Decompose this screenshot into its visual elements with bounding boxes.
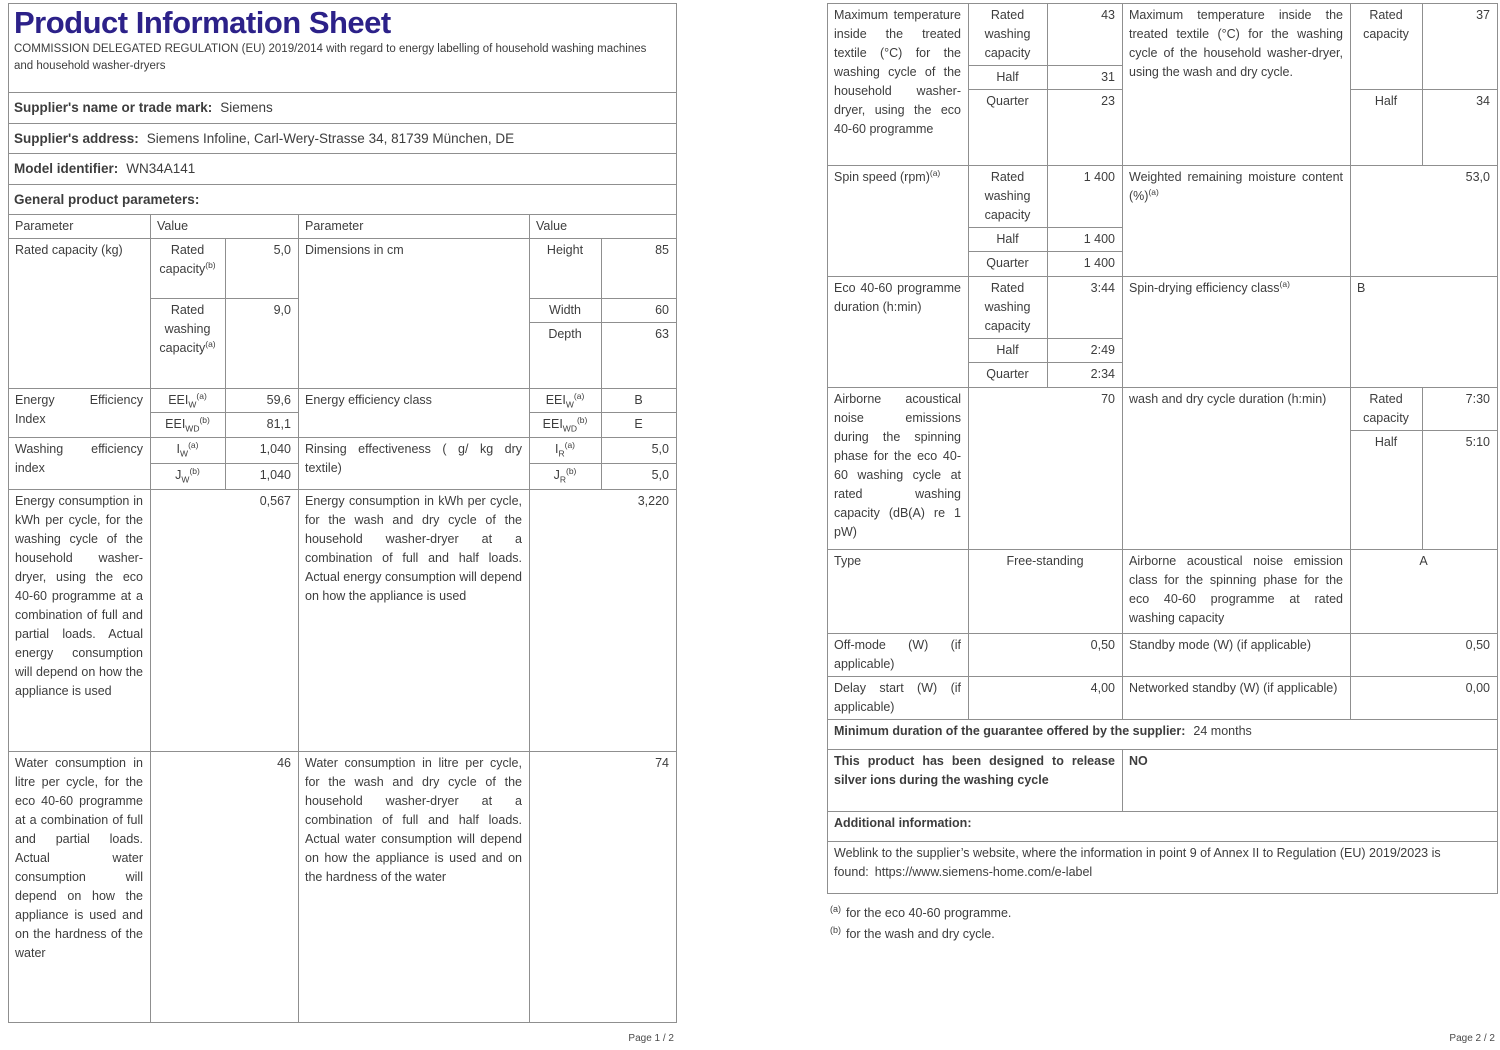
regulation-subtitle: COMMISSION DELEGATED REGULATION (EU) 2019/2014 with regard to energy labelling of household washing machines and household washer-dryers — [14, 43, 647, 72]
footnote-a-marker: (a) — [830, 903, 841, 914]
max-temp-eco-half-label: Half — [969, 66, 1048, 90]
product-info-table-page1 — [8, 3, 677, 1023]
supplier-weblink[interactable]: https://www.siemens-home.com/e-label — [874, 865, 1093, 879]
silver-ions-value: NO — [1123, 750, 1498, 812]
param-water-consumption-washdry: Water consumption in litre per cycle, for the wash and dry cycle of the household washer-dryer at a combination of full and half loads. Actual water consumption will depend on how the appliance is used and on the hardness of the water — [299, 752, 530, 1023]
eco-duration-half-label: Half — [969, 339, 1048, 363]
washdry-duration-rated-label: Rated capacity — [1351, 388, 1423, 431]
footnote-ref-a: (a) — [1148, 186, 1159, 197]
eco-duration-quarter-label: Quarter — [969, 363, 1048, 388]
param-washing-efficiency-index: Washing efficiency index — [9, 438, 151, 490]
supplier-address-label: Supplier's address: — [14, 131, 139, 146]
water-consumption-washdry-value: 74 — [530, 752, 677, 1023]
rinsing-ir-label: $I_R^{(a)}$ — [530, 438, 602, 464]
param-off-mode: Off-mode (W) (if applicable) — [828, 634, 969, 677]
footnote-ref-b: (b) — [205, 259, 216, 270]
param-max-temp-washdry: Maximum temperature inside the treated textile (°C) for the washing cycle of the household washer-dryer, using the wash and dry cycle. — [1123, 4, 1351, 166]
page-title: Product Information Sheet — [14, 5, 391, 40]
eei-class-w-label: $EEI_W^{(a)}$ — [530, 389, 602, 413]
param-energy-consumption-wash: Energy consumption in kWh per cycle, for the washing cycle of the household washer-dryer, using the eco 40-60 programme at a combination of full and partial loads. Actual energy consumption will depend on how the appliance is used — [9, 490, 151, 752]
param-water-consumption-wash: Water consumption in litre per cycle, for the eco 40-60 programme at a combination of full and partial loads. Actual water consumption will depend on how the appliance is used and on the hardness of the water — [9, 752, 151, 1023]
param-spin-drying-class: Spin-drying efficiency class$^{(a)}$ — [1123, 277, 1351, 388]
eei-wd-value: 81,1 — [226, 413, 299, 438]
model-identifier-value: WN34A141 — [126, 161, 196, 176]
standby-mode-value: 0,50 — [1351, 634, 1498, 677]
param-washdry-duration: wash and dry cycle duration (h:min) — [1123, 388, 1351, 550]
width-value: 60 — [602, 299, 677, 323]
weblink-text: Weblink to the supplier’s website, where the information in point 9 of Annex II to Regulation (EU) 2019/2023 is found: — [834, 846, 1441, 879]
supplier-name-value: Siemens — [220, 100, 273, 115]
product-info-table-page2 — [827, 3, 1498, 894]
param-energy-efficiency-class: Energy efficiency class — [299, 389, 530, 438]
washing-index-iw-value: 1,040 — [226, 438, 299, 464]
footnotes — [827, 903, 1497, 945]
eco-duration-rated-value: 3:44 — [1048, 277, 1123, 339]
eei-class-wd-label: $EEI_{WD}^{(b)}$ — [530, 413, 602, 438]
max-temp-eco-quarter-label: Quarter — [969, 90, 1048, 166]
param-rated-capacity: Rated capacity (kg) — [9, 239, 151, 389]
washing-index-jw-value: 1,040 — [226, 464, 299, 490]
spin-speed-quarter-label: Quarter — [969, 252, 1048, 277]
rated-capacity-label: Rated capacity$^{(b)}$ — [151, 239, 226, 299]
rated-capacity-value: 5,0 — [226, 239, 299, 299]
supplier-name-label: Supplier's name or trade mark: — [14, 100, 213, 115]
page-number-1: Page 1 / 2 — [628, 1033, 674, 1044]
weblink-row — [828, 842, 1498, 894]
model-identifier-row — [9, 154, 677, 185]
washdry-duration-half-label: Half — [1351, 431, 1423, 550]
additional-information-heading: Additional information: — [828, 812, 1498, 842]
acoustic-noise-value: 70 — [969, 388, 1123, 550]
page-2 — [827, 3, 1497, 1050]
header-value-right: Value — [530, 215, 677, 239]
footnote-b — [830, 924, 1497, 945]
general-parameters-heading: General product parameters: — [9, 185, 677, 215]
supplier-address-row — [9, 124, 677, 154]
eco-duration-rated-label: Rated washing capacity — [969, 277, 1048, 339]
height-label: Height — [530, 239, 602, 299]
depth-value: 63 — [602, 323, 677, 389]
supplier-address-value: Siemens Infoline, Carl-Wery-Strasse 34, 81739 München, DE — [146, 131, 515, 146]
header-parameter-right: Parameter — [299, 215, 530, 239]
networked-standby-value: 0,00 — [1351, 677, 1498, 720]
rated-washing-capacity-value: 9,0 — [226, 299, 299, 389]
eco-duration-quarter-value: 2:34 — [1048, 363, 1123, 388]
footnote-ref-a: (a) — [205, 338, 216, 349]
eei-class-wd-value: E — [602, 413, 677, 438]
guarantee-value: 24 months — [1193, 724, 1252, 738]
max-temp-washdry-half-label: Half — [1351, 90, 1423, 166]
header-parameter-left: Parameter — [9, 215, 151, 239]
param-dimensions: Dimensions in cm — [299, 239, 530, 389]
supplier-name-row — [9, 93, 677, 124]
width-label: Width — [530, 299, 602, 323]
spin-speed-half-label: Half — [969, 228, 1048, 252]
spin-speed-rated-label: Rated washing capacity — [969, 166, 1048, 228]
spin-speed-quarter-value: 1 400 — [1048, 252, 1123, 277]
footnote-ref-a: (a) — [929, 167, 941, 178]
param-energy-consumption-washdry: Energy consumption in kWh per cycle, for the wash and dry cycle of the household washer-dryer at a combination of full and half loads. Actual energy consumption will depend on how the appliance is used — [299, 490, 530, 752]
height-value: 85 — [602, 239, 677, 299]
max-temp-washdry-rated-label: Rated capacity — [1351, 4, 1423, 90]
param-energy-efficiency-index: Energy Efficiency Index — [9, 389, 151, 438]
off-mode-value: 0,50 — [969, 634, 1123, 677]
eco-duration-half-value: 2:49 — [1048, 339, 1123, 363]
param-noise-emission-class: Airborne acoustical noise emission class for the spinning phase for the eco 40-60 programme at rated washing capacity — [1123, 550, 1351, 634]
param-rinsing-effectiveness: Rinsing effectiveness ( g/ kg dry textile) — [299, 438, 530, 490]
param-silver-ions: This product has been designed to release silver ions during the washing cycle — [828, 750, 1123, 812]
max-temp-eco-half-value: 31 — [1048, 66, 1123, 90]
param-type: Type — [828, 550, 969, 634]
param-networked-standby: Networked standby (W) (if applicable) — [1123, 677, 1351, 720]
water-consumption-wash-value: 46 — [151, 752, 299, 1023]
param-eco-duration: Eco 40-60 programme duration (h:min) — [828, 277, 969, 388]
param-standby-mode: Standby mode (W) (if applicable) — [1123, 634, 1351, 677]
washing-index-iw-label: $I_W^{(a)}$ — [151, 438, 226, 464]
footnote-a — [830, 903, 1497, 924]
param-spin-speed: Spin speed (rpm)$^{(a)}$ — [828, 166, 969, 277]
page-1 — [8, 3, 676, 1050]
delay-start-value: 4,00 — [969, 677, 1123, 720]
param-acoustic-noise: Airborne acoustical noise emissions during the spinning phase for the eco 40-60 washing cycle at rated washing capacity (dB(A) re 1 pW) — [828, 388, 969, 550]
footnote-b-marker: (b) — [830, 924, 841, 935]
type-value: Free-standing — [969, 550, 1123, 634]
param-max-temp-eco: Maximum temperature inside the treated textile (°C) for the washing cycle of the household washer-dryer, using the eco 40-60 programme — [828, 4, 969, 166]
param-moisture-content: Weighted remaining moisture content (%)$^{(a)}$ — [1123, 166, 1351, 277]
noise-emission-class-value: A — [1351, 550, 1498, 634]
max-temp-eco-rated-label: Rated washing capacity — [969, 4, 1048, 66]
guarantee-label: Minimum duration of the guarantee offered by the supplier: — [834, 724, 1186, 738]
moisture-content-value: 53,0 — [1351, 166, 1498, 277]
energy-consumption-wash-value: 0,567 — [151, 490, 299, 752]
washdry-duration-half-value: 5:10 — [1423, 431, 1498, 550]
eei-w-label: $EEI_W^{(a)}$ — [151, 389, 226, 413]
model-identifier-label: Model identifier: — [14, 161, 119, 176]
max-temp-washdry-rated-value: 37 — [1423, 4, 1498, 90]
eei-wd-label: $EEI_{WD}^{(b)}$ — [151, 413, 226, 438]
param-delay-start: Delay start (W) (if applicable) — [828, 677, 969, 720]
spin-drying-class-value: B — [1351, 277, 1498, 388]
rinsing-ir-value: 5,0 — [602, 438, 677, 464]
table-header-row — [9, 215, 677, 239]
max-temp-eco-rated-value: 43 — [1048, 4, 1123, 66]
energy-consumption-washdry-value: 3,220 — [530, 490, 677, 752]
rinsing-jr-label: $J_R^{(b)}$ — [530, 464, 602, 490]
footnote-a-text: for the eco 40-60 programme. — [846, 906, 1012, 920]
footnote-b-text: for the wash and dry cycle. — [846, 927, 995, 941]
guarantee-row — [828, 720, 1498, 750]
page-number-2: Page 2 / 2 — [1449, 1033, 1495, 1044]
washdry-duration-rated-value: 7:30 — [1423, 388, 1498, 431]
max-temp-washdry-half-value: 34 — [1423, 90, 1498, 166]
footnote-ref-a: (a) — [1279, 278, 1290, 289]
rinsing-jr-value: 5,0 — [602, 464, 677, 490]
eei-w-value: 59,6 — [226, 389, 299, 413]
spin-speed-rated-value: 1 400 — [1048, 166, 1123, 228]
washing-index-jw-label: $J_W^{(b)}$ — [151, 464, 226, 490]
spin-speed-half-value: 1 400 — [1048, 228, 1123, 252]
eei-class-w-value: B — [602, 389, 677, 413]
header-value-left: Value — [151, 215, 299, 239]
depth-label: Depth — [530, 323, 602, 389]
max-temp-eco-quarter-value: 23 — [1048, 90, 1123, 166]
rated-washing-capacity-label: Rated washing capacity$^{(a)}$ — [151, 299, 226, 389]
title-block — [9, 4, 677, 93]
